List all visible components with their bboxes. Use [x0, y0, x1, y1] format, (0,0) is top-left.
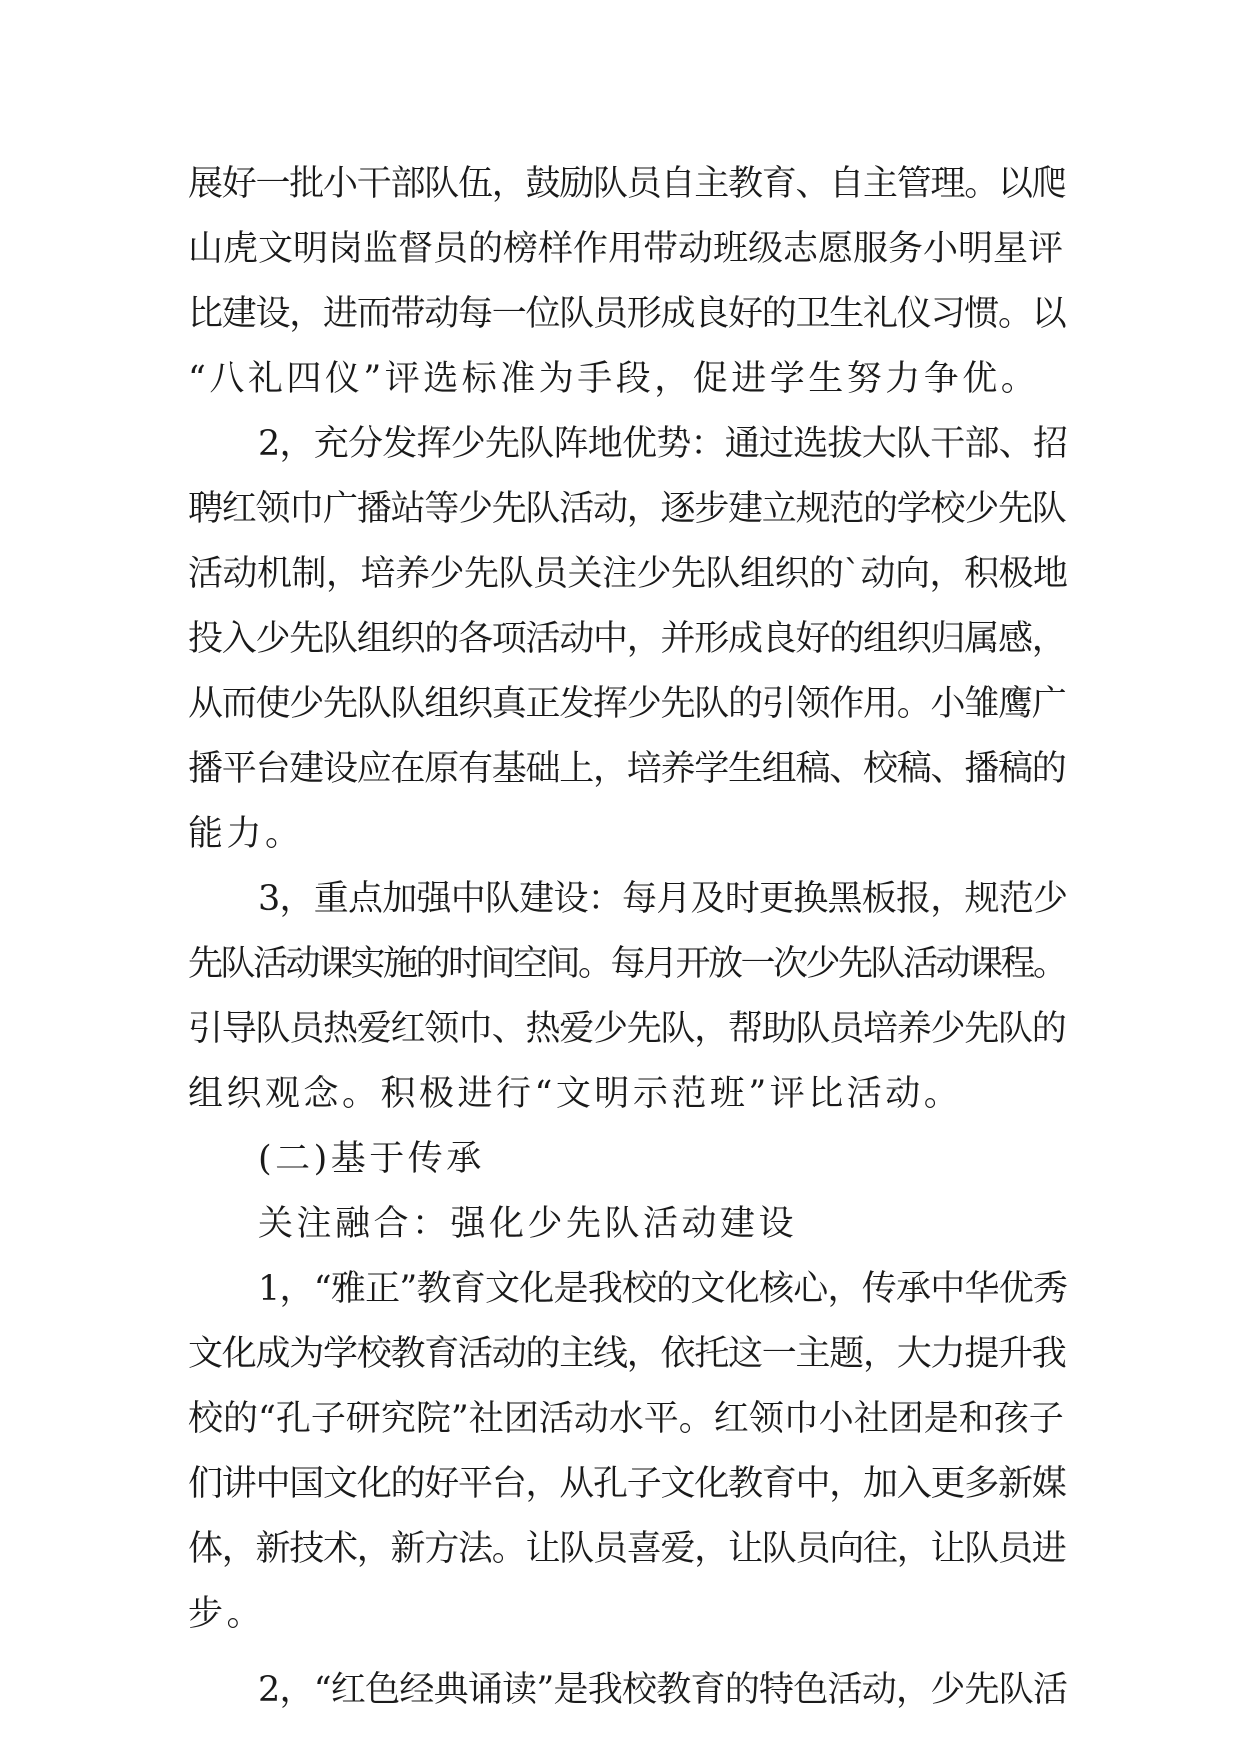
text-line: 投入少先队组织的各项活动中，并形成良好的组织归属感，	[188, 619, 1066, 659]
text-line: 引导队员热爱红领巾、热爱少先队，帮助队员培养少先队的	[188, 1009, 1066, 1049]
text-line: 校的“孔子研究院”社团活动水平。红领巾小社团是和孩子	[188, 1399, 1064, 1439]
text-line: 先队活动课实施的时间空间。每月开放一次少先队活动课程。	[188, 944, 1066, 984]
text-line: 比建设，进而带动每一位队员形成良好的卫生礼仪习惯。以	[188, 294, 1066, 334]
text-line: 展好一批小干部队伍，鼓励队员自主教育、自主管理。以爬	[188, 164, 1066, 204]
section-heading: (二)基于传承	[258, 1139, 485, 1179]
text-line: 3，重点加强中队建设：每月及时更换黑板报，规范少	[258, 879, 1068, 919]
text-line: 聘红领巾广播站等少先队活动，逐步建立规范的学校少先队	[188, 489, 1066, 529]
text-line: 活动机制，培养少先队员关注少先队组织的`动向，积极地	[188, 554, 1068, 594]
text-line: 山虎文明岗监督员的榜样作用带动班级志愿服务小明星评	[188, 229, 1064, 269]
text-line: 体，新技术，新方法。让队员喜爱，让队员向往，让队员进	[188, 1529, 1066, 1569]
text-line: “八礼四仪”评选标准为手段，促进学生努力争优。	[188, 359, 1040, 399]
text-line: 2，充分发挥少先队阵地优势：通过选拔大队干部、招	[258, 424, 1068, 464]
text-line: 播平台建设应在原有基础上，培养学生组稿、校稿、播稿的	[188, 749, 1066, 789]
text-line: 1，“雅正”教育文化是我校的文化核心，传承中华优秀	[258, 1269, 1068, 1309]
text-line: 步。	[188, 1594, 266, 1634]
text-line: 组织观念。积极进行“文明示范班”评比活动。	[188, 1074, 963, 1114]
text-line: 文化成为学校教育活动的主线，依托这一主题，大力提升我	[188, 1334, 1066, 1374]
text-line: 从而使少先队队组织真正发挥少先队的引领作用。小雏鹰广	[188, 684, 1066, 724]
subsection-heading: 关注融合：强化少先队活动建设	[258, 1204, 798, 1244]
text-line: 2，“红色经典诵读”是我校教育的特色活动，少先队活	[258, 1670, 1068, 1710]
text-line: 能力。	[188, 814, 304, 854]
text-line: 们讲中国文化的好平台，从孔子文化教育中，加入更多新媒	[188, 1464, 1066, 1504]
